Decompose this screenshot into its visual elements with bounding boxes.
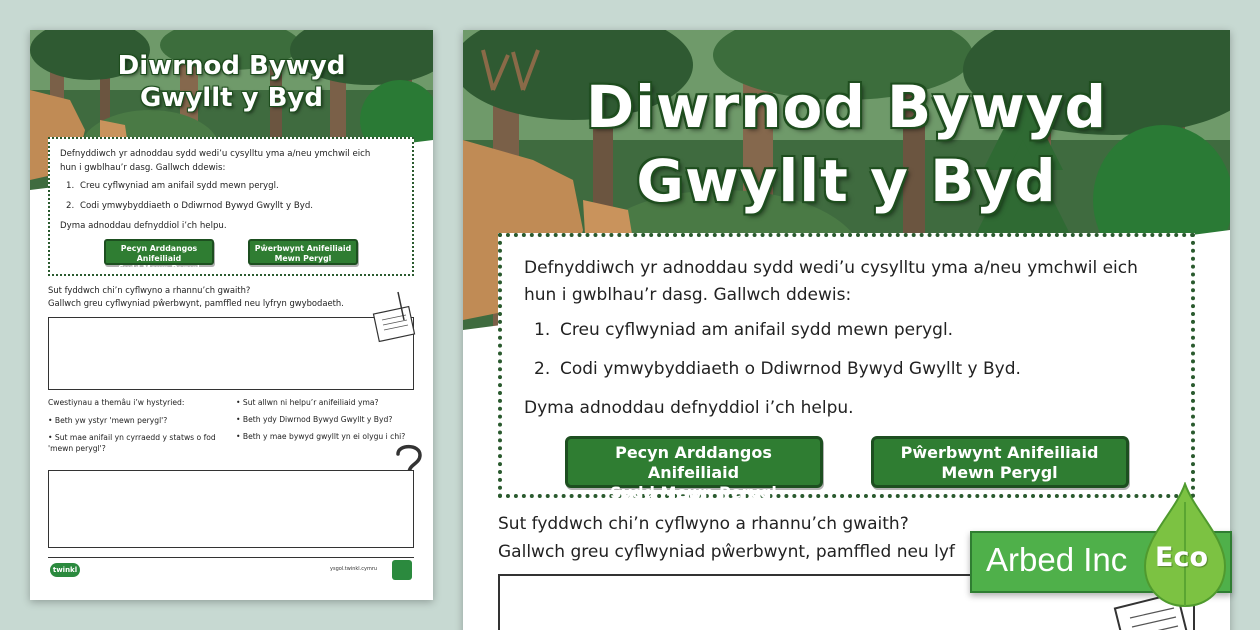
footer-badge-icon xyxy=(392,560,412,580)
powerpoint-button[interactable]: Pŵerbwynt Anifeiliaid Mewn Perygl xyxy=(248,239,358,265)
answer-box xyxy=(48,470,414,548)
intro-text: Defnyddiwch yr adnoddau sydd wedi’u cysylltu yma a/neu ymchwil eich hun i gwblhau’r dasg. Gallwch ddewis: xyxy=(60,149,371,173)
intro-text: Defnyddiwch yr adnoddau sydd wedi’u cysylltu yma a/neu ymchwil eich hun i gwblhau’r dasg. Gallwch ddewis: xyxy=(524,258,1138,305)
list-item: 2. Codi ymwybyddiaeth o Ddiwrnod Bywyd Gwyllt y Byd. xyxy=(534,359,1021,379)
powerpoint-button[interactable]: Pŵerbwynt Anifeiliaid Mewn Perygl xyxy=(871,436,1129,488)
helper-text: Dyma adnoddau defnyddiol i’ch helpu. xyxy=(524,398,854,418)
prompts-heading: Cwestiynau a themâu i’w hystyried: xyxy=(48,398,185,407)
list-item: • Beth y mae bywyd gwyllt yn ei olygu i chi? xyxy=(236,432,406,441)
question-text: Sut fyddwch chi’n cyflwyno a rhannu’ch gwaith? Gallwch greu cyflwyniad pŵerbwynt, pamffled neu lyfryn gwybodaeth. xyxy=(48,285,344,308)
worksheet-thumbnail xyxy=(30,30,433,600)
notepad-pencil-icon xyxy=(370,290,425,345)
task-list xyxy=(534,317,1169,383)
task-box xyxy=(498,233,1195,502)
list-item: 2. Codi ymwybyddiaeth o Ddiwrnod Bywyd Gwyllt y Byd. xyxy=(66,201,314,211)
list-item: • Sut mae anifail yn cyrraedd y statws o fod 'mewn perygl'? xyxy=(48,433,216,453)
worksheet-title: Diwrnod Bywyd Gwyllt y Byd xyxy=(117,51,346,113)
worksheet-title: Diwrnod Bywyd Gwyllt y Byd xyxy=(586,73,1107,215)
helper-text: Dyma adnoddau defnyddiol i’ch helpu. xyxy=(60,221,227,231)
display-pack-button[interactable]: Pecyn Arddangos Anifeiliaid Sydd Mewn Perygl xyxy=(104,239,214,265)
footer-url: ysgol.twinkl.cymru xyxy=(330,566,378,572)
footer-divider xyxy=(48,557,414,558)
brand-name: Arbed Inc xyxy=(986,541,1128,578)
list-item: 1. Creu cyflwyniad am anifail sydd mewn perygl. xyxy=(534,320,954,340)
task-list xyxy=(66,179,402,213)
list-item: 1. Creu cyflwyniad am anifail sydd mewn perygl. xyxy=(66,181,279,191)
task-box xyxy=(48,137,414,276)
display-pack-button[interactable]: Pecyn Arddangos Anifeiliaid Sydd Mewn Perygl xyxy=(565,436,823,488)
list-item: • Sut allwn ni helpu’r anifeiliaid yma? xyxy=(236,398,379,407)
list-item: • Beth yw ystyr 'mewn perygl'? xyxy=(48,416,168,425)
list-item: • Beth ydy Diwrnod Bywyd Gwyllt y Byd? xyxy=(236,415,393,424)
eco-label: Eco xyxy=(1155,542,1208,573)
answer-box xyxy=(48,317,414,390)
discussion-prompts xyxy=(48,397,418,460)
twinkl-logo: twinkl xyxy=(50,563,80,577)
question-text: Sut fyddwch chi’n cyflwyno a rhannu’ch gwaith? Gallwch greu cyflwyniad pŵerbwynt, pamffled neu lyf xyxy=(498,514,955,562)
